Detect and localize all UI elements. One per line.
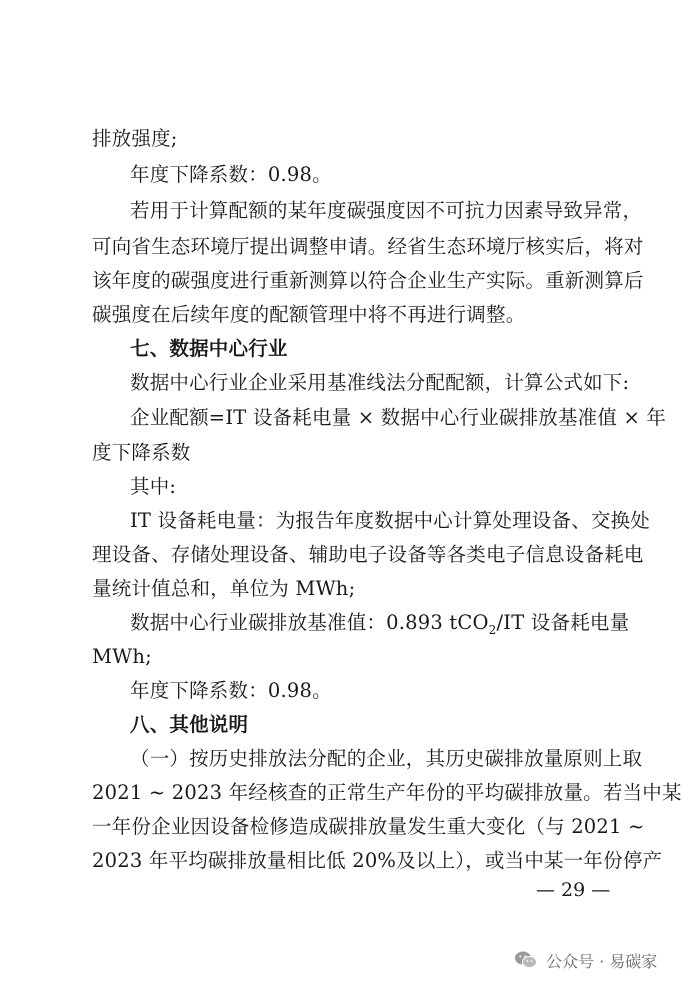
formula-line: 度下降系数 [92, 441, 191, 464]
page-number: — 29 — [536, 879, 611, 901]
section-heading: 七、数据中心行业 [130, 337, 288, 360]
paragraph-line: 一年份企业因设备检修造成碳排放量发生重大变化（与 2021 ~ [92, 815, 645, 838]
paragraph-line: 该年度的碳强度进行重新测算以符合企业生产实际。重新测算后 [92, 269, 644, 292]
watermark [514, 947, 657, 973]
paragraph-line: （一）按历史排放法分配的企业，其历史碳排放量原则上取 [130, 747, 643, 770]
paragraph-line: 其中: [130, 475, 177, 498]
paragraph-line: 量统计值总和，单位为 MWh; [92, 577, 356, 600]
paragraph-line: 理设备、存储处理设备、辅助电子设备等各类电子信息设备耗电 [92, 543, 644, 566]
paragraph-line: 年度下降系数：0.98。 [130, 679, 332, 702]
paragraph-line: 可向省生态环境厅提出调整申请。经省生态环境厅核实后，将对 [92, 235, 644, 258]
wechat-icon [514, 950, 538, 970]
subscript-two: 2 [488, 622, 497, 637]
paragraph-line: 数据中心行业企业采用基准线法分配配额，计算公式如下: [130, 371, 630, 394]
paragraph-line: 排放强度; [92, 127, 178, 150]
paragraph-line: IT 设备耗电量：为报告年度数据中心计算处理设备、交换处 [130, 509, 651, 532]
paragraph-line: 碳强度在后续年度的配额管理中将不再进行调整。 [92, 303, 526, 326]
paragraph-line: MWh; [92, 645, 152, 668]
paragraph-line: 2023 年平均碳排放量相比低 20%及以上），或当中某一年份停产 [92, 849, 663, 872]
paragraph-line: 2021 ~ 2023 年经核查的正常生产年份的平均碳排放量。若当中某 [92, 781, 682, 804]
baseline-label: 数据中心行业碳排放基准值：0.893 tCO [130, 611, 489, 634]
paragraph-line: 若用于计算配额的某年度碳强度因不可抗力因素导致异常， [130, 199, 643, 222]
paragraph-line [130, 610, 629, 636]
formula-line: 企业配额=IT 设备耗电量 × 数据中心行业碳排放基准值 × 年 [130, 406, 667, 429]
watermark-text: 公众号 · 易碳家 [546, 951, 658, 971]
paragraph-line: 年度下降系数：0.98。 [130, 163, 332, 186]
baseline-unit: /IT 设备耗电量 [496, 611, 630, 634]
section-heading: 八、其他说明 [130, 713, 249, 736]
